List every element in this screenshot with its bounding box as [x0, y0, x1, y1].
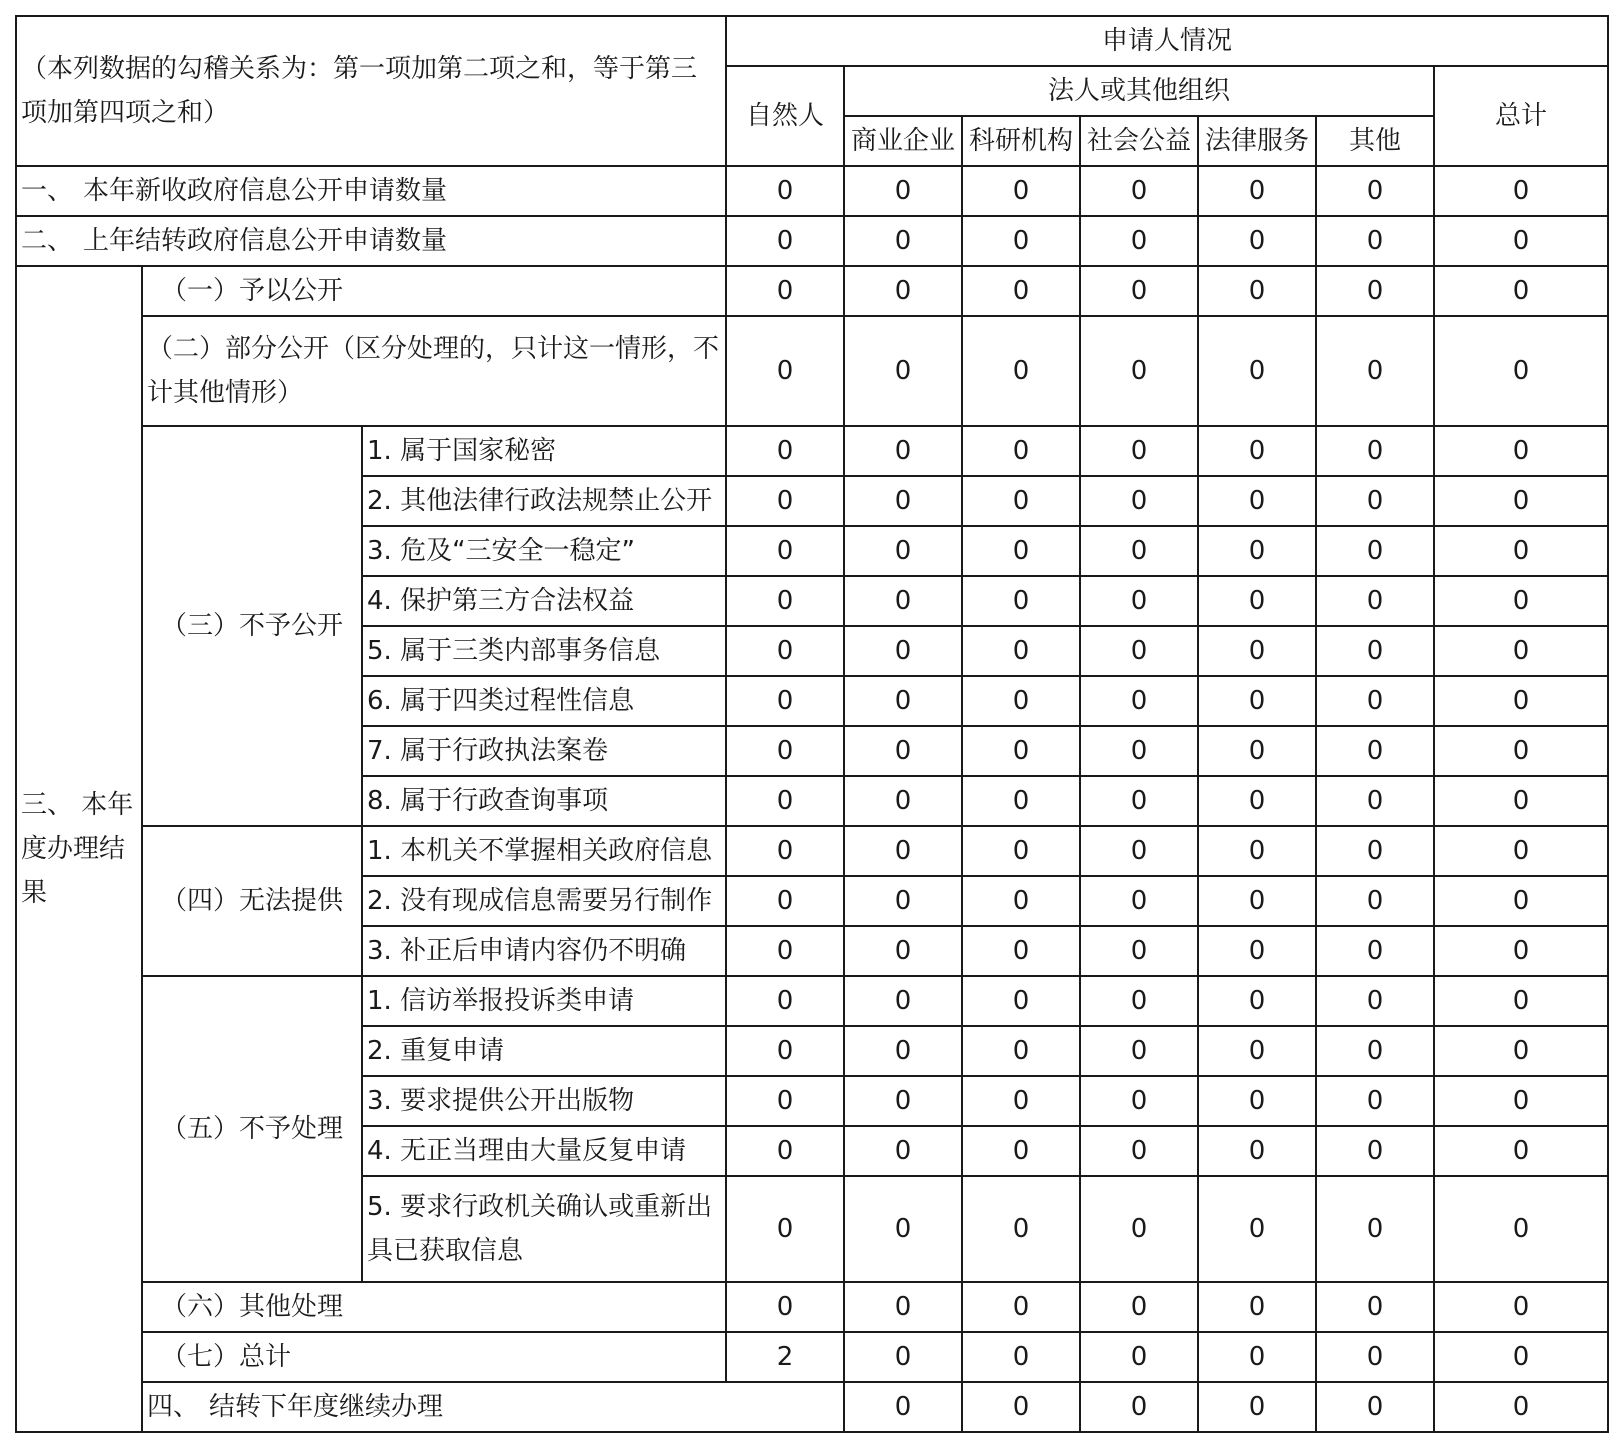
cell-value: 0	[1198, 1076, 1316, 1126]
cell-value: 0	[1316, 1076, 1434, 1126]
cell-value: 0	[726, 576, 844, 626]
cell-value: 0	[844, 576, 962, 626]
cell-value: 0	[962, 1076, 1080, 1126]
cell-value: 0	[844, 316, 962, 426]
item-label: 2. 其他法律行政法规禁止公开	[362, 476, 726, 526]
cell-value: 0	[1198, 266, 1316, 316]
header-natural-person: 自然人	[726, 66, 844, 166]
cell-value: 0	[1080, 216, 1198, 266]
cell-value: 0	[962, 926, 1080, 976]
header-public-welfare: 社会公益	[1080, 116, 1198, 166]
cell-value: 0	[1434, 926, 1608, 976]
table-row	[16, 1332, 1608, 1382]
cell-value: 0	[1198, 426, 1316, 476]
item-label: 7. 属于行政执法案卷	[362, 726, 726, 776]
cell-value: 0	[962, 776, 1080, 826]
table-row	[16, 1282, 1608, 1332]
table-row	[16, 216, 1608, 266]
row-label	[16, 166, 726, 216]
cell-value: 0	[1434, 426, 1608, 476]
cell-value: 0	[844, 826, 962, 876]
cell-value: 0	[726, 776, 844, 826]
cell-value: 0	[844, 676, 962, 726]
item-label: 6. 属于四类过程性信息	[362, 676, 726, 726]
item-label: 4. 保护第三方合法权益	[362, 576, 726, 626]
cell-value: 0	[1434, 676, 1608, 726]
cell-value: 0	[1434, 776, 1608, 826]
cell-value: 0	[1080, 576, 1198, 626]
cell-value: 0	[962, 1126, 1080, 1176]
cell-value: 0	[726, 726, 844, 776]
item-label: 4. 无正当理由大量反复申请	[362, 1126, 726, 1176]
cell-value: 0	[726, 1026, 844, 1076]
cell-value: 0	[1316, 316, 1434, 426]
row-label-text: 结转下年度继续办理	[209, 1392, 444, 1422]
cell-value: 0	[1434, 976, 1608, 1026]
cell-value: 2	[726, 1332, 844, 1382]
section3-label: 三、 本年度办理结果	[16, 266, 142, 1432]
cell-value: 0	[1198, 1026, 1316, 1076]
cell-value: 0	[962, 216, 1080, 266]
g7-label: （七）总计	[142, 1332, 726, 1382]
cell-value: 0	[726, 166, 844, 216]
cell-value: 0	[844, 926, 962, 976]
cell-value: 0	[962, 266, 1080, 316]
cell-value: 0	[844, 1026, 962, 1076]
g3-label: （三）不予公开	[142, 426, 362, 826]
row-prefix: 一、	[21, 176, 74, 206]
cell-value: 0	[1316, 576, 1434, 626]
header-row-1	[16, 16, 1608, 66]
cell-value: 0	[1434, 1282, 1608, 1332]
cell-value: 0	[962, 626, 1080, 676]
header-commercial: 商业企业	[844, 116, 962, 166]
cell-value: 0	[726, 826, 844, 876]
row-label-text: 本年新收政府信息公开申请数量	[83, 176, 448, 206]
cell-value: 0	[726, 266, 844, 316]
cell-value: 0	[1080, 726, 1198, 776]
cell-value: 0	[1316, 626, 1434, 676]
cell-value: 0	[1080, 316, 1198, 426]
cell-value: 0	[726, 926, 844, 976]
cell-value: 0	[844, 1382, 962, 1432]
item-label: 1. 属于国家秘密	[362, 426, 726, 476]
header-other: 其他	[1316, 116, 1434, 166]
item-label: 8. 属于行政查询事项	[362, 776, 726, 826]
cell-value: 0	[844, 976, 962, 1026]
item-label: 3. 危及“三安全一稳定”	[362, 526, 726, 576]
cell-value: 0	[962, 1176, 1080, 1282]
cell-value: 0	[962, 826, 1080, 876]
table-row	[16, 266, 1608, 316]
cell-value: 0	[844, 1282, 962, 1332]
cell-value: 0	[962, 166, 1080, 216]
table-row	[16, 826, 1608, 876]
cell-value: 0	[1316, 1026, 1434, 1076]
cell-value: 0	[1080, 1332, 1198, 1382]
cell-value: 0	[1080, 1282, 1198, 1332]
cell-value: 0	[962, 476, 1080, 526]
g4-label: （四）无法提供	[142, 826, 362, 976]
cell-value: 0	[1198, 216, 1316, 266]
cell-value: 0	[962, 526, 1080, 576]
cell-value: 0	[1080, 626, 1198, 676]
cell-value: 0	[1434, 1076, 1608, 1126]
cell-value: 0	[1198, 526, 1316, 576]
cell-value: 0	[844, 1176, 962, 1282]
cell-value: 0	[726, 526, 844, 576]
cell-value: 0	[1198, 1126, 1316, 1176]
table-row	[16, 166, 1608, 216]
item-label: 5. 要求行政机关确认或重新出具已获取信息	[362, 1176, 726, 1282]
row-label	[16, 216, 726, 266]
cell-value: 0	[1434, 316, 1608, 426]
cell-value: 0	[1198, 1382, 1316, 1432]
cell-value: 0	[1316, 426, 1434, 476]
g5-label: （五）不予处理	[142, 976, 362, 1282]
table-row	[16, 976, 1608, 1026]
cell-value: 0	[1434, 626, 1608, 676]
cell-value: 0	[1198, 1176, 1316, 1282]
cell-value: 0	[962, 726, 1080, 776]
table-row	[16, 426, 1608, 476]
cell-value: 0	[1434, 266, 1608, 316]
cell-value: 0	[726, 1176, 844, 1282]
item-label: 2. 没有现成信息需要另行制作	[362, 876, 726, 926]
cell-value: 0	[1080, 976, 1198, 1026]
cell-value: 0	[726, 316, 844, 426]
cell-value: 0	[844, 166, 962, 216]
cell-value: 0	[844, 426, 962, 476]
cell-value: 0	[1080, 1176, 1198, 1282]
cell-value: 0	[726, 216, 844, 266]
cell-value: 0	[1080, 1076, 1198, 1126]
cell-value: 0	[1198, 1332, 1316, 1382]
table-row	[16, 1382, 1608, 1432]
g2-label: （二）部分公开（区分处理的，只计这一情形，不计其他情形）	[142, 316, 726, 426]
item-label: 2. 重复申请	[362, 1026, 726, 1076]
cell-value: 0	[1316, 166, 1434, 216]
cell-value: 0	[1434, 166, 1608, 216]
item-label: 5. 属于三类内部事务信息	[362, 626, 726, 676]
cell-value: 0	[1198, 576, 1316, 626]
cell-value: 0	[844, 526, 962, 576]
cell-value: 0	[726, 476, 844, 526]
table-row	[16, 316, 1608, 426]
cell-value: 0	[1198, 776, 1316, 826]
cell-value: 0	[844, 776, 962, 826]
cell-value: 0	[962, 426, 1080, 476]
cell-value: 0	[1316, 216, 1434, 266]
cell-value: 0	[726, 1282, 844, 1332]
header-legal-services: 法律服务	[1198, 116, 1316, 166]
cell-value: 0	[1316, 676, 1434, 726]
cell-value: 0	[1434, 526, 1608, 576]
header-research: 科研机构	[962, 116, 1080, 166]
cell-value: 0	[844, 476, 962, 526]
item-label: 3. 要求提供公开出版物	[362, 1076, 726, 1126]
cell-value: 0	[844, 266, 962, 316]
item-label: 1. 信访举报投诉类申请	[362, 976, 726, 1026]
cell-value: 0	[1080, 1126, 1198, 1176]
cell-value: 0	[844, 876, 962, 926]
cell-value: 0	[1080, 476, 1198, 526]
cell-value: 0	[962, 1026, 1080, 1076]
cell-value: 0	[1434, 876, 1608, 926]
cell-value: 0	[844, 1076, 962, 1126]
cell-value: 0	[962, 976, 1080, 1026]
cell-value: 0	[726, 1076, 844, 1126]
cell-value: 0	[1080, 426, 1198, 476]
cell-value: 0	[1434, 1176, 1608, 1282]
row-prefix: 二、	[21, 226, 74, 256]
cell-value: 0	[1080, 876, 1198, 926]
cell-value: 0	[1316, 1282, 1434, 1332]
row-prefix: 四、	[147, 1392, 200, 1422]
cell-value: 0	[962, 576, 1080, 626]
cell-value: 0	[1316, 726, 1434, 776]
cell-value: 0	[844, 726, 962, 776]
cell-value: 0	[726, 676, 844, 726]
cell-value: 0	[1080, 776, 1198, 826]
cell-value: 0	[1434, 826, 1608, 876]
cell-value: 0	[962, 676, 1080, 726]
cell-value: 0	[1198, 476, 1316, 526]
item-label: 3. 补正后申请内容仍不明确	[362, 926, 726, 976]
cell-value: 0	[1434, 1382, 1608, 1432]
cell-value: 0	[726, 976, 844, 1026]
cell-value: 0	[1434, 216, 1608, 266]
cell-value: 0	[962, 1332, 1080, 1382]
cell-value: 0	[1198, 976, 1316, 1026]
header-note: （本列数据的勾稽关系为：第一项加第二项之和，等于第三项加第四项之和）	[16, 16, 726, 166]
cell-value: 0	[726, 426, 844, 476]
cell-value: 0	[1316, 926, 1434, 976]
cell-value: 0	[1080, 166, 1198, 216]
cell-value: 0	[1316, 476, 1434, 526]
cell-value: 0	[1316, 1382, 1434, 1432]
cell-value: 0	[1316, 826, 1434, 876]
item-label: 1. 本机关不掌握相关政府信息	[362, 826, 726, 876]
cell-value: 0	[1080, 1382, 1198, 1432]
disclosure-statistics-table	[15, 15, 1609, 1433]
cell-value: 0	[1080, 526, 1198, 576]
cell-value: 0	[1198, 826, 1316, 876]
cell-value: 0	[1434, 1126, 1608, 1176]
row-label	[142, 1382, 844, 1432]
header-applicant-situation: 申请人情况	[726, 16, 1608, 66]
cell-value: 0	[1198, 626, 1316, 676]
cell-value: 0	[1316, 876, 1434, 926]
cell-value: 0	[1080, 826, 1198, 876]
header-legal-entity-group: 法人或其他组织	[844, 66, 1434, 116]
cell-value: 0	[1198, 726, 1316, 776]
cell-value: 0	[1316, 266, 1434, 316]
cell-value: 0	[962, 876, 1080, 926]
cell-value: 0	[962, 1282, 1080, 1332]
cell-value: 0	[1316, 1176, 1434, 1282]
cell-value: 0	[1434, 476, 1608, 526]
cell-value: 0	[1316, 1126, 1434, 1176]
cell-value: 0	[1080, 926, 1198, 976]
cell-value: 0	[1198, 316, 1316, 426]
cell-value: 0	[1316, 526, 1434, 576]
cell-value: 0	[726, 1126, 844, 1176]
cell-value: 0	[726, 876, 844, 926]
cell-value: 0	[844, 1126, 962, 1176]
cell-value: 0	[1080, 1026, 1198, 1076]
row-label-text: 上年结转政府信息公开申请数量	[83, 226, 448, 256]
cell-value: 0	[726, 626, 844, 676]
cell-value: 0	[1198, 1282, 1316, 1332]
header-total: 总计	[1434, 66, 1608, 166]
cell-value: 0	[1434, 1332, 1608, 1382]
cell-value: 0	[1080, 266, 1198, 316]
cell-value: 0	[844, 1332, 962, 1382]
cell-value: 0	[1080, 676, 1198, 726]
cell-value: 0	[962, 1382, 1080, 1432]
cell-value: 0	[1198, 166, 1316, 216]
cell-value: 0	[1434, 726, 1608, 776]
cell-value: 0	[1434, 576, 1608, 626]
g1-label: （一）予以公开	[142, 266, 726, 316]
g6-label: （六）其他处理	[142, 1282, 726, 1332]
cell-value: 0	[962, 316, 1080, 426]
cell-value: 0	[844, 216, 962, 266]
cell-value: 0	[1434, 1026, 1608, 1076]
cell-value: 0	[1198, 676, 1316, 726]
cell-value: 0	[1198, 876, 1316, 926]
cell-value: 0	[844, 626, 962, 676]
cell-value: 0	[1316, 976, 1434, 1026]
cell-value: 0	[1316, 1332, 1434, 1382]
cell-value: 0	[1198, 926, 1316, 976]
cell-value: 0	[1316, 776, 1434, 826]
